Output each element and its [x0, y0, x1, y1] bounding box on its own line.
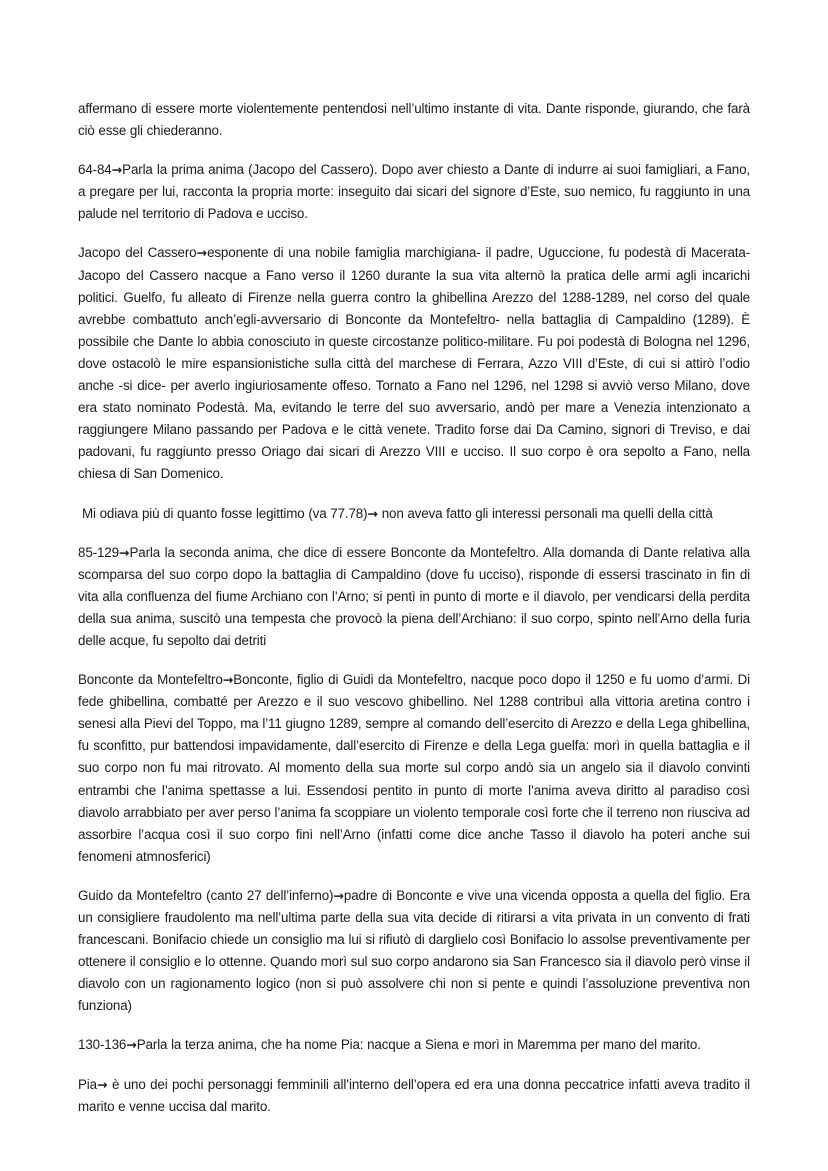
paragraph: Mi odiava più di quanto fosse legittimo (va 77.78)→ non aveva fatto gli interessi personali ma quelli della città: [82, 505, 713, 521]
paragraph: Guido da Montefeltro (canto 27 dell’inferno)→padre di Bonconte e vive una vicenda opposta a quella del figlio. Era un consigliere fraudolento ma nell’ultima parte della sua vita decide di ritirarsi a vita privata in un convento di frati francescani. Bonifacio chiede un consiglio ma lui si rifiutò di darglielo così Bonifacio lo assolse preventivamente per ottenere il consiglio e lo ottenne. Quando morì sul suo corpo andarono sia San Francesco sia il diavolo però vinse il diavolo con un ragionamento logico (non si può assolvere chi non si pente e quindi l’assoluzione preventiva non funziona): [78, 887, 751, 1014]
paragraph: Bonconte da Montefeltro→Bonconte, figlio di Guidi da Montefeltro, nacque poco dopo il 1250 e fu uomo d’armi. Di fede ghibellina, combatté per Arezzo e il suo vescovo ghibellino. Nel 1288 contribuì alla vittoria aretina contro i senesi alla Pievi del Toppo, ma l’11 giugno 1289, sempre al comando dell’esercito di Arezzo e della Lega ghibellina, fu sconfitto, pur battendosi impavidamente, dall’esercito di Firenze e della Lega guelfa: morì in quella battaglia e il suo corpo non fu mai ritrovato. Al momento della sua morte sul corpo andò sia un angelo sia il diavolo convinti entrambi che l’anima spettasse a lui. Essendosi pentito in punto di morte l’anima aveva diritto al paradiso così diavolo arrabbiato per aver perso l’anima fa scoppiare un violento temporale così forte che il terreno non riusciva ad assorbire l’acqua così il suo corpo finì nell’Arno (infatti come dice anche Tasso il diavolo ha poteri anche sui fenomeni atmnosferici): [78, 672, 751, 864]
right-arrow-icon: →: [126, 1037, 137, 1053]
right-arrow-icon: →: [222, 672, 234, 688]
paragraph: Pia→ è uno dei pochi personaggi femminili all’interno dell’opera ed era una donna peccatrice infatti aveva tradito il marito e venne uccisa dal marito.: [78, 1076, 750, 1114]
paragraph: affermano di essere morte violentemente pentendosi nell’ultimo instante di vita. Dante risponde, giurando, che farà ciò esse gli chiederanno.: [78, 101, 750, 139]
right-arrow-icon: →: [367, 505, 378, 521]
right-arrow-icon: →: [333, 887, 344, 903]
right-arrow-icon: →: [111, 162, 123, 178]
right-arrow-icon: →: [118, 544, 130, 560]
paragraph: 130-136→Parla la terza anima, che ha nome Pia: nacque a Siena e morì in Maremma per mano del marito.: [78, 1037, 701, 1053]
right-arrow-icon: →: [96, 1076, 108, 1092]
right-arrow-icon: →: [196, 245, 208, 261]
paragraph: Jacopo del Cassero→esponente di una nobile famiglia marchigiana- il padre, Uguccione, fu podestà di Macerata- Jacopo del Cassero nacque a Fano verso il 1260 durante la sua vita alternò la pratica delle armi agli incarichi politici. Guelfo, fu alleato di Firenze nella guerra contro la ghibellina Arezzo del 1288-1289, nel corso del quale avrebbe combattuto anch’egli-avversario di Bonconte da Montefeltro- nella battaglia di Campaldino (1289). È possibile che Dante lo abbia conosciuto in queste circostanze politico-militare. Fu poi podestà di Bologna nel 1296, dove ostacolò le mire espansionistiche sulla città del marchese di Ferrara, Azzo VIII d’Este, di cui si attirò l’odio anche -si dice- per averlo ingiuriosamente offeso. Tornato a Fano nel 1296, nel 1298 si avviò verso Milano, dove era stato nominato Podestà. Ma, evitando le terre del suo avversario, andò per mare a Venezia intenzionato a raggiungere Milano passando per Padova e le città venete. Tradito forse dai Da Camino, signori di Treviso, e dai padovani, fu raggiunto presso Oriago dai sicari di Arezzo VIII e ucciso. Il suo corpo è ora sepolto a Fano, nella chiesa di San Domenico.: [78, 245, 750, 482]
document-text-body: [78, 98, 750, 1118]
paragraph: 64-84→Parla la prima anima (Jacopo del Cassero). Dopo aver chiesto a Dante di indurre ai suoi famigliari, a Fano, a pregare per lui, racconta la propria morte: inseguito dai sicari del signore d’Este, suo nemico, fu raggiunto in una palude nel territorio di Padova e ucciso.: [78, 162, 750, 222]
paragraph: 85-129→Parla la seconda anima, che dice di essere Bonconte da Montefeltro. Alla domanda di Dante relativa alla scomparsa del suo corpo dopo la battaglia di Campaldino (dove fu ucciso), risponde di essersi trascinato in fin di vita alla confluenza del fiume Archiano con l’Arno; si pentì in punto di morte e il diavolo, per vendicarsi della perdita della sua anima, suscitò una tempesta che provocò la piena dell’Archiano: il suo corpo, spinto nell’Arno della furia delle acque, fu sepolto dai detriti: [78, 544, 750, 648]
